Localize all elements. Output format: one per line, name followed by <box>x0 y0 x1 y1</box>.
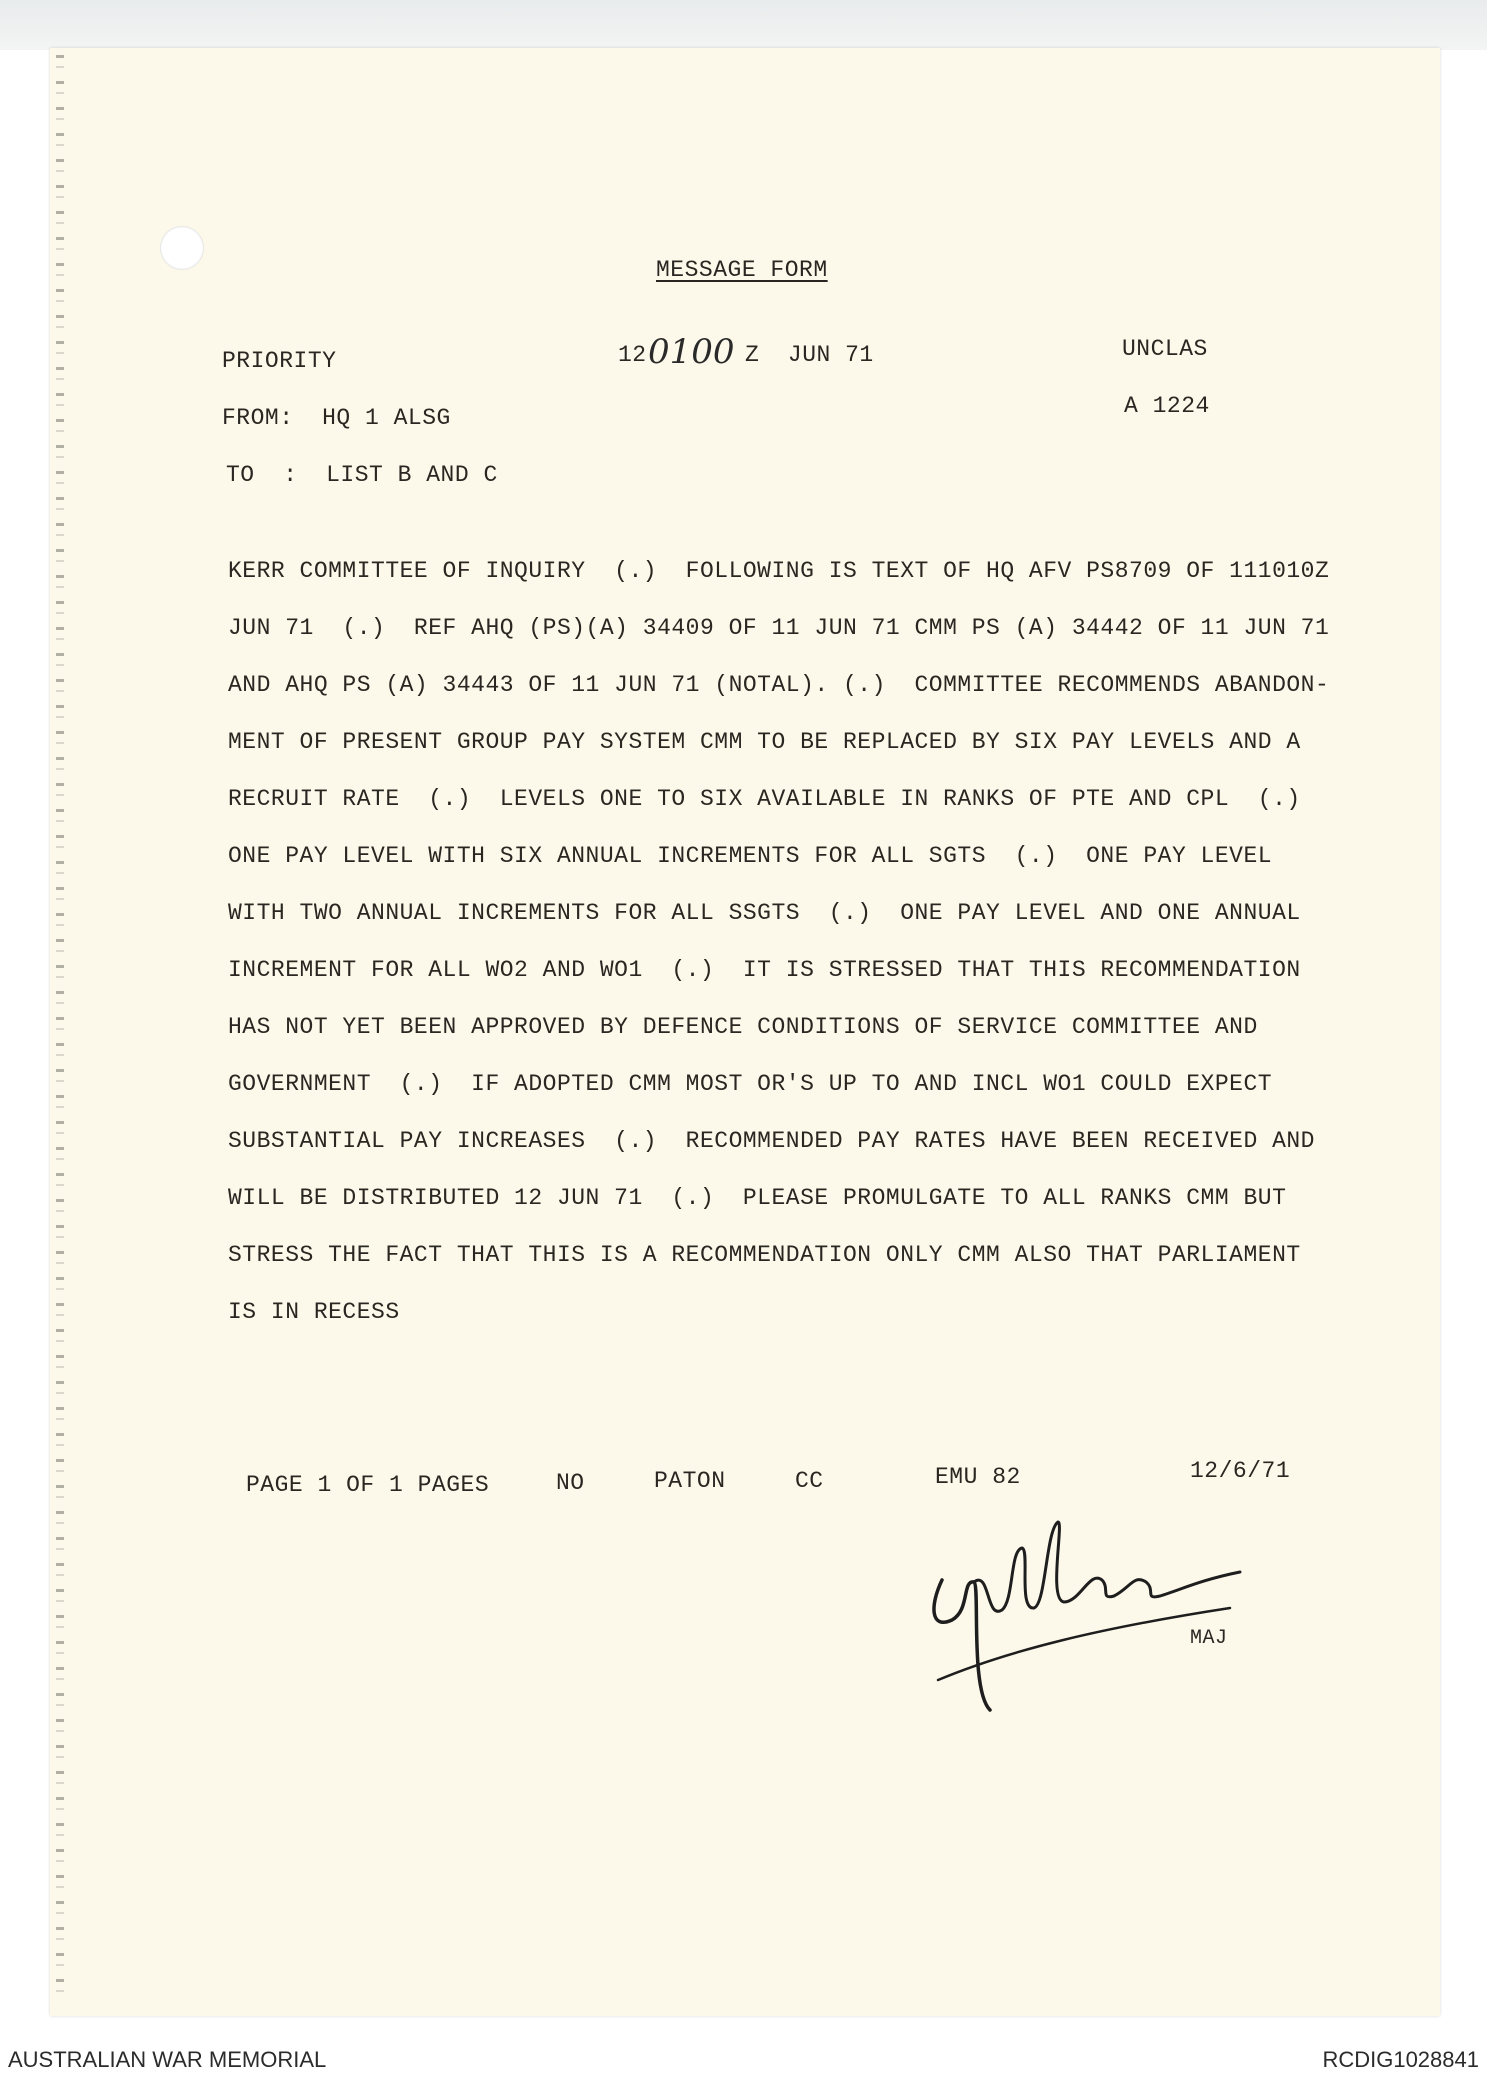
to-line: TO : LIST B AND C <box>226 462 498 488</box>
message-line: GOVERNMENT (.) IF ADOPTED CMM MOST OR'S UP TO AND INCL WO1 COULD EXPECT <box>228 1071 1273 1097</box>
message-line: WILL BE DISTRIBUTED 12 JUN 71 (.) PLEASE PROMULGATE TO ALL RANKS CMM BUT <box>228 1185 1287 1211</box>
message-line: AND AHQ PS (A) 34443 OF 11 JUN 71 (NOTAL). (.) COMMITTEE RECOMMENDS ABANDON- <box>228 672 1330 698</box>
from-line: FROM: HQ 1 ALSG <box>222 405 451 431</box>
originator-name: PATON <box>654 1468 726 1494</box>
page-count: PAGE 1 OF 1 PAGES <box>246 1472 490 1498</box>
phone-extension: EMU 82 <box>935 1464 1021 1490</box>
message-line: SUBSTANTIAL PAY INCREASES (.) RECOMMENDED PAY RATES HAVE BEEN RECEIVED AND <box>228 1128 1315 1154</box>
punch-hole <box>160 226 204 270</box>
message-line: KERR COMMITTEE OF INQUIRY (.) FOLLOWING IS TEXT OF HQ AFV PS8709 OF 111010Z <box>228 558 1330 584</box>
message-line: ONE PAY LEVEL WITH SIX ANNUAL INCREMENTS FOR ALL SGTS (.) ONE PAY LEVEL <box>228 843 1273 869</box>
dtg-handwritten: 0100 <box>648 332 735 372</box>
message-line: IS IN RECESS <box>228 1299 400 1325</box>
dtg-suffix: Z JUN 71 <box>745 342 874 368</box>
form-title: MESSAGE FORM <box>656 257 828 283</box>
signed-date: 12/6/71 <box>1190 1458 1291 1484</box>
signature <box>930 1510 1260 1720</box>
dtg-prefix: 12 <box>618 342 647 368</box>
precedence: PRIORITY <box>222 348 337 374</box>
message-line: JUN 71 (.) REF AHQ (PS)(A) 34409 OF 11 JUN 71 CMM PS (A) 34442 OF 11 JUN 71 <box>228 615 1330 641</box>
signatory-rank: MAJ <box>1190 1627 1228 1650</box>
classification: UNCLAS <box>1122 336 1208 362</box>
message-line: STRESS THE FACT THAT THIS IS A RECOMMENDATION ONLY CMM ALSO THAT PARLIAMENT <box>228 1242 1301 1268</box>
message-line: HAS NOT YET BEEN APPROVED BY DEFENCE CONDITIONS OF SERVICE COMMITTEE AND <box>228 1014 1258 1040</box>
footer-cc: CC <box>795 1468 824 1494</box>
archive-caption: AUSTRALIAN WAR MEMORIAL <box>8 2047 327 2072</box>
archive-id: RCDIG1028841 <box>1322 2047 1479 2072</box>
message-line: MENT OF PRESENT GROUP PAY SYSTEM CMM TO BE REPLACED BY SIX PAY LEVELS AND A <box>228 729 1301 755</box>
message-line: RECRUIT RATE (.) LEVELS ONE TO SIX AVAILABLE IN RANKS OF PTE AND CPL (.) <box>228 786 1301 812</box>
scan-background <box>0 0 1487 50</box>
message-line: INCREMENT FOR ALL WO2 AND WO1 (.) IT IS STRESSED THAT THIS RECOMMENDATION <box>228 957 1301 983</box>
message-line: WITH TWO ANNUAL INCREMENTS FOR ALL SSGTS (.) ONE PAY LEVEL AND ONE ANNUAL <box>228 900 1301 926</box>
footer-no: NO <box>556 1470 585 1496</box>
message-reference: A 1224 <box>1124 393 1210 419</box>
paper-edge-wear <box>56 55 64 2005</box>
